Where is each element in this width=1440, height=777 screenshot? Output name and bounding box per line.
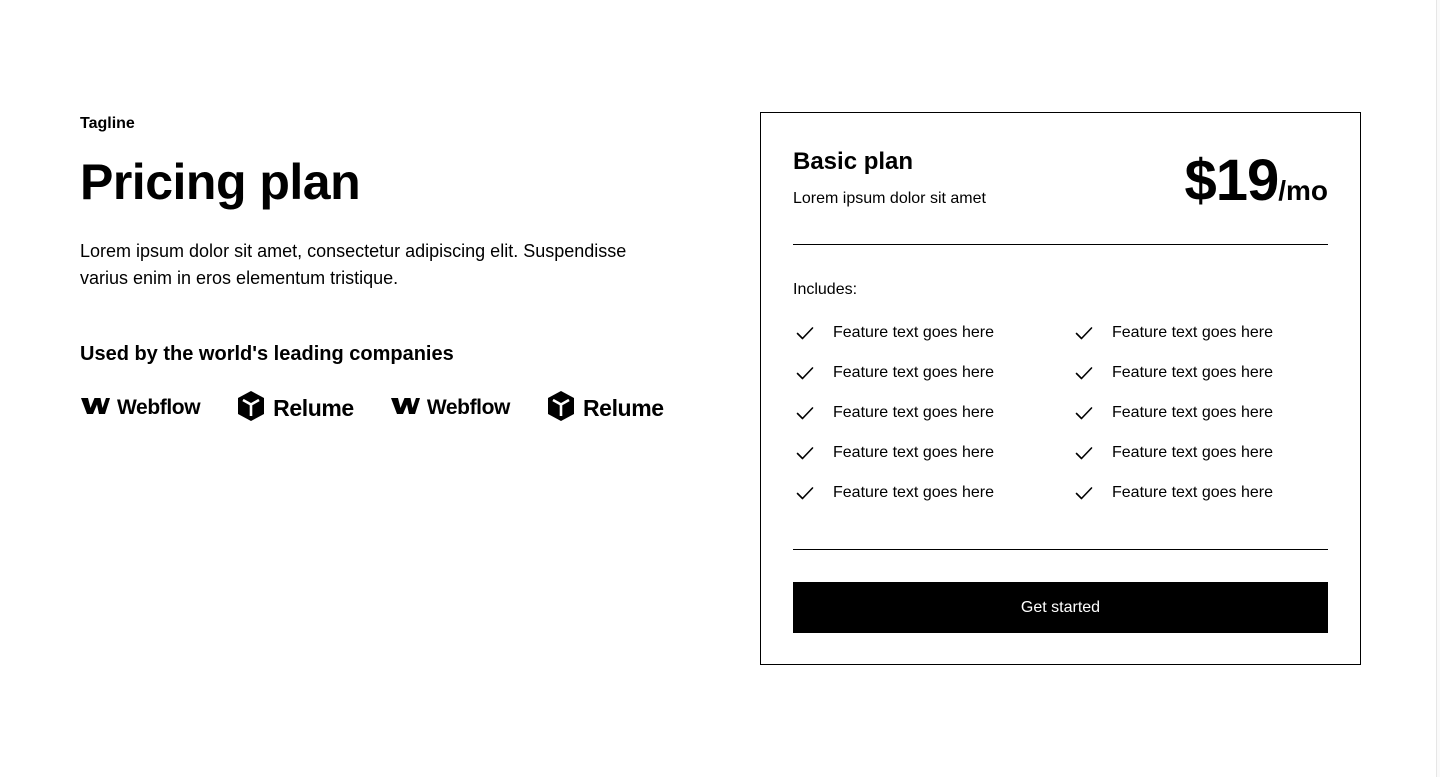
- feature-item: [793, 361, 1072, 385]
- feature-item: [1072, 361, 1328, 385]
- feature-text: Feature text goes here: [1112, 404, 1273, 421]
- check-icon: [1072, 481, 1096, 505]
- companies-heading: Used by the world's leading companies: [80, 343, 454, 365]
- pricing-card: [760, 112, 1361, 665]
- feature-item: [793, 481, 1072, 505]
- check-icon: [793, 401, 817, 425]
- relume-logo-icon: [236, 390, 266, 427]
- check-icon: [793, 361, 817, 385]
- logo-text: Relume: [582, 394, 664, 421]
- logo-text: Webflow: [426, 396, 510, 419]
- includes-label: Includes:: [793, 281, 858, 298]
- company-logos: [80, 390, 680, 426]
- feature-item: [793, 401, 1072, 425]
- relume-logo-icon: [546, 390, 576, 427]
- check-icon: [793, 441, 817, 465]
- feature-list: [793, 321, 1328, 521]
- feature-item: [1072, 441, 1328, 465]
- page-title: Pricing plan: [80, 154, 361, 210]
- feature-item: [1072, 321, 1328, 345]
- feature-item: [1072, 401, 1328, 425]
- feature-text: Feature text goes here: [1112, 484, 1273, 501]
- feature-text: Feature text goes here: [1112, 364, 1273, 381]
- scrollbar-track[interactable]: [1436, 0, 1440, 777]
- check-icon: [1072, 441, 1096, 465]
- check-icon: [1072, 321, 1096, 345]
- price-amount: $19: [1184, 148, 1279, 213]
- feature-text: Feature text goes here: [833, 484, 994, 501]
- check-icon: [793, 321, 817, 345]
- price-period: /mo: [1278, 175, 1328, 206]
- feature-text: Feature text goes here: [833, 444, 994, 461]
- feature-text: Feature text goes here: [1112, 444, 1273, 461]
- pricing-intro: [80, 112, 680, 426]
- feature-item: [793, 441, 1072, 465]
- card-divider-bottom: [793, 549, 1328, 550]
- logo-text: Webflow: [117, 396, 201, 419]
- check-icon: [1072, 401, 1096, 425]
- webflow-logo-icon: [390, 396, 420, 421]
- plan-subtitle: Lorem ipsum dolor sit amet: [793, 190, 986, 207]
- feature-text: Feature text goes here: [833, 324, 994, 341]
- company-logo-relume: [236, 390, 354, 427]
- company-logo-webflow: [80, 396, 200, 421]
- feature-item: [793, 321, 1072, 345]
- feature-text: Feature text goes here: [833, 364, 994, 381]
- check-icon: [1072, 361, 1096, 385]
- webflow-logo-icon: [80, 396, 110, 421]
- feature-text: Feature text goes here: [833, 404, 994, 421]
- feature-item: [1072, 481, 1328, 505]
- company-logo-webflow: [390, 396, 510, 421]
- tagline: Tagline: [80, 115, 135, 132]
- plan-name: Basic plan: [793, 148, 914, 175]
- card-divider-top: [793, 244, 1328, 245]
- logo-text: Relume: [273, 394, 354, 421]
- plan-price: [1184, 149, 1328, 213]
- get-started-button[interactable]: Get started: [793, 582, 1328, 633]
- section-description: Lorem ipsum dolor sit amet, consectetur adipiscing elit. Suspendisse varius enim in eros elementum tristique.: [80, 241, 627, 288]
- company-logo-relume: [546, 390, 664, 427]
- feature-text: Feature text goes here: [1112, 324, 1273, 341]
- check-icon: [793, 481, 817, 505]
